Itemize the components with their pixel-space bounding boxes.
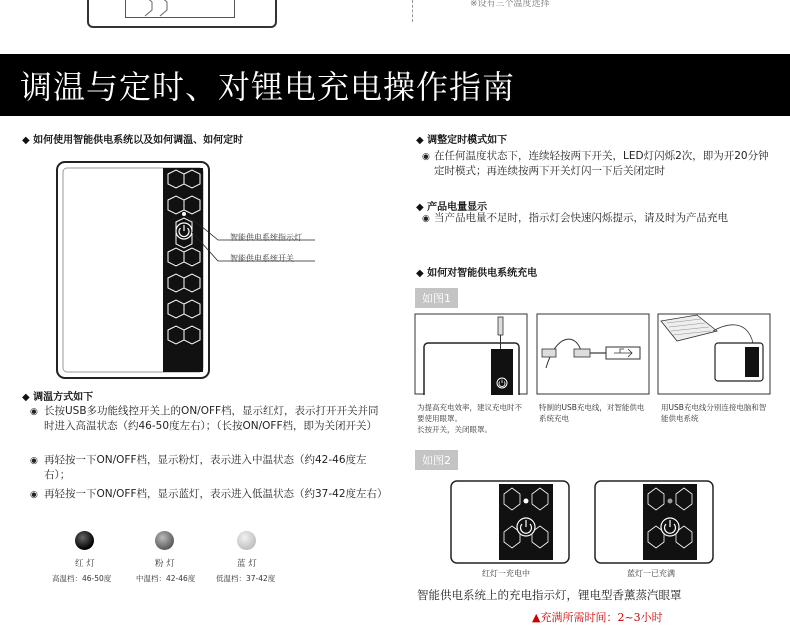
light-range: 高温档：46-50度: [52, 574, 112, 583]
top-hex-strip: [140, 0, 200, 18]
pink-light-swatch: [155, 531, 174, 550]
circle-bullet-icon: ◉: [30, 456, 38, 466]
battery-heading: ◆ 产品电量显示: [416, 202, 488, 213]
adjust-bullet-2: 再轻按一下ON/OFF档，显示粉灯，表示进入中温状态（约42-46度左右）；: [44, 454, 367, 481]
red-light-swatch: [75, 531, 94, 550]
timer-text: 在任何温度状态下，连续轻按两下开关，LED灯闪烁2次，即为开20分钟定时模式；再连续按两下开关灯闪一下后关闭定时: [434, 150, 769, 177]
fig1-panel-device: [414, 313, 528, 395]
blue-light-swatch: [237, 531, 256, 550]
figure-2-label: 如图2: [415, 450, 458, 470]
figure-1-label: 如图1: [415, 288, 458, 308]
charge-heading: ◆ 如何对智能供电系统充电: [416, 268, 538, 279]
top-note: ※设有三个温度选择: [470, 0, 550, 9]
fig2-caption-charging: 红灯一充电中: [482, 569, 530, 578]
circle-bullet-icon: ◉: [30, 407, 38, 417]
battery-text: 当产品电量不足时，指示灯会快速闪烁提示，请及时为产品充电: [434, 212, 728, 224]
callout-switch: 智能供电系统开关: [230, 254, 294, 263]
timer-heading: ◆ 调整定时模式如下: [416, 135, 508, 146]
fig2-caption-charged: 蓝灯一已充满: [627, 569, 675, 578]
adjust-bullet-1: 长按USB多功能线控开关上的ON/OFF档，显示红灯，表示打开开关并同时进入高温状态（约46-50度左右）；（长按ON/OFF档，即为关闭开关）: [44, 405, 379, 432]
adjust-bullet-3: 再轻按一下ON/OFF档，显示蓝灯，表示进入低温状态（约37-42度左右）: [44, 488, 388, 500]
fig1-caption-2: 特制的USB充电线，对智能供电系统充电: [539, 403, 645, 423]
light-name: 蓝 灯: [237, 559, 257, 569]
circle-bullet-icon: ◉: [30, 490, 38, 500]
fig1-caption-3: 用USB充电线分别连接电脑和智能供电系统: [661, 403, 767, 423]
section-title: 调温与定时、对锂电充电操作指南: [20, 68, 516, 106]
charge-time: ▲充满所需时间：2~3小时: [532, 611, 663, 624]
top-divider: [412, 0, 414, 22]
callout-indicator: 智能供电系统指示灯: [230, 233, 302, 242]
fig2-device-charged: [594, 480, 714, 564]
fig1-panel-usb-cable: [536, 313, 650, 395]
usage-heading: ◆ 如何使用智能供电系统以及如何调温、如何定时: [22, 135, 244, 146]
light-range: 中温档：42-46度: [136, 574, 196, 583]
fig1-panel-laptop: [657, 313, 771, 395]
light-name: 红 灯: [75, 559, 95, 569]
circle-bullet-icon: ◉: [422, 152, 430, 162]
fig1-caption-1: 为提高充电效率，建议充电时不要使用眼罩。: [417, 403, 522, 423]
device-illustration: [55, 160, 325, 380]
circle-bullet-icon: ◉: [422, 214, 430, 224]
fig2-device-charging: [450, 480, 570, 564]
adjust-heading: ◆ 调温方式如下: [22, 392, 94, 403]
fig1-note: 长按开关，关闭眼罩。: [417, 425, 492, 434]
charge-summary: 智能供电系统上的充电指示灯，锂电型香薰蒸汽眼罩: [417, 588, 682, 602]
light-name: 粉 灯: [155, 559, 175, 569]
light-range: 低温档：37-42度: [216, 574, 276, 583]
